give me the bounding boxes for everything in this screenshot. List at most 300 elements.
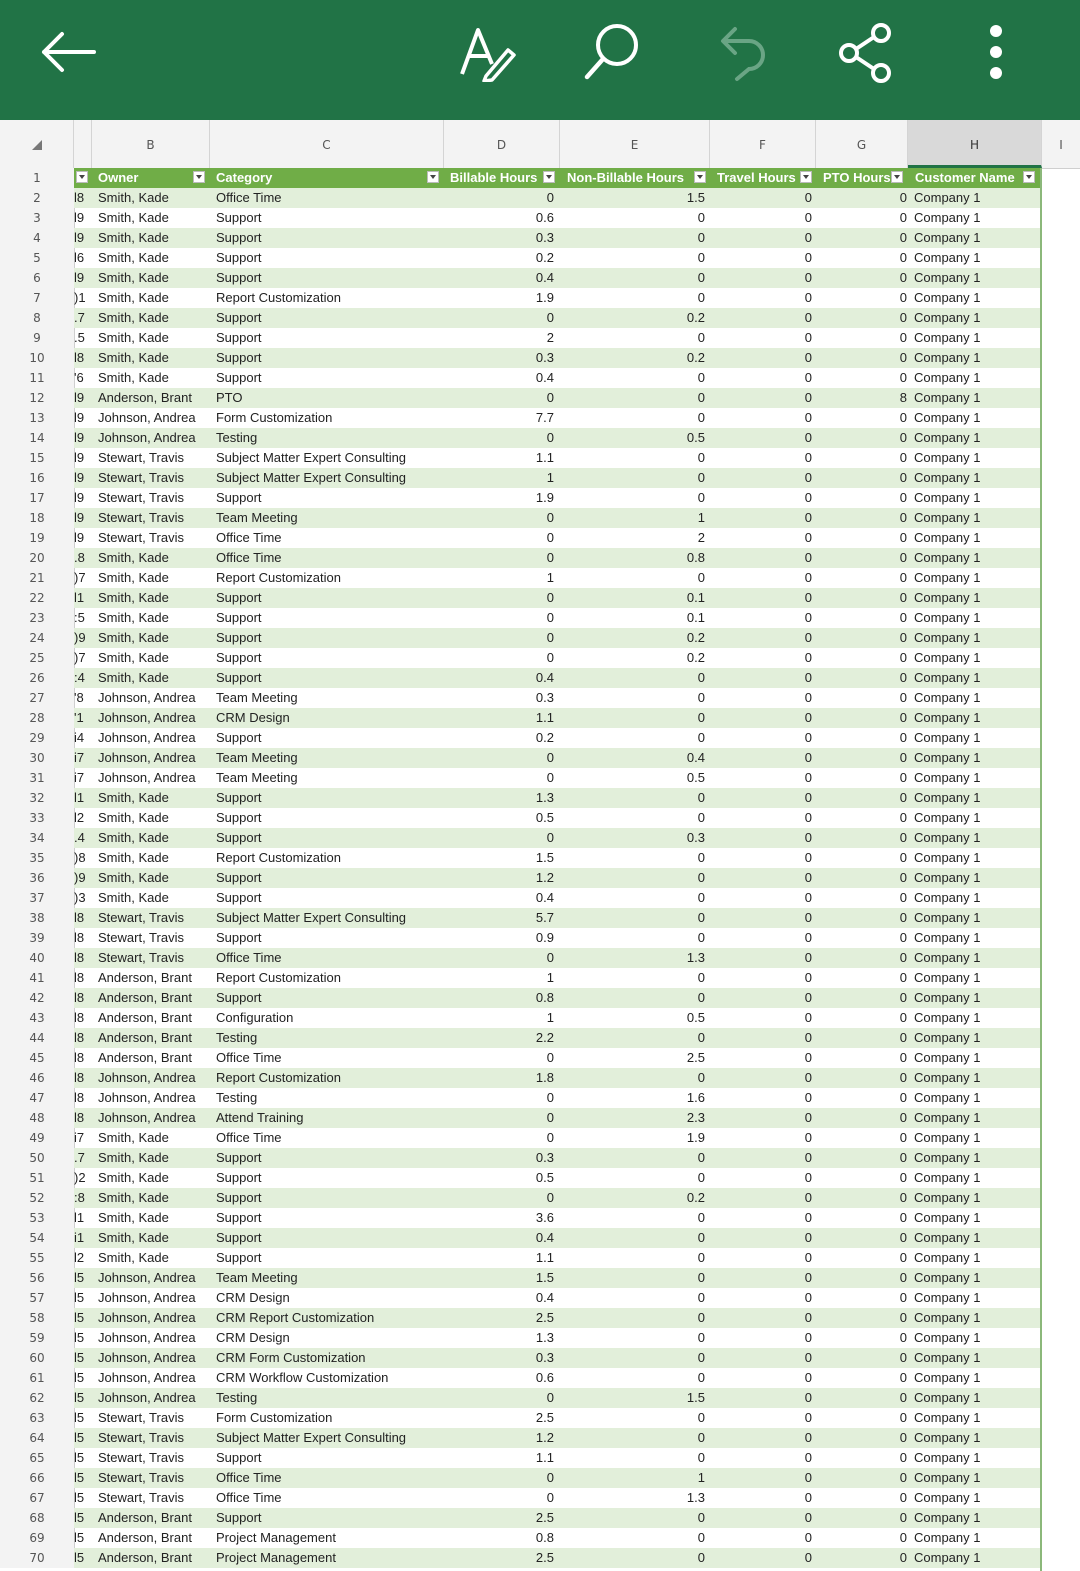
cell-category[interactable]: CRM Form Customization (216, 1350, 366, 1365)
cell-billable-hours[interactable]: 0.3 (535, 350, 554, 365)
cell-category[interactable]: Support (216, 610, 262, 625)
cell-owner[interactable]: Anderson, Brant (98, 1510, 192, 1525)
cell-pto-hours[interactable]: 0 (899, 1310, 907, 1325)
cell-owner[interactable]: Stewart, Travis (98, 1410, 184, 1425)
cell-id[interactable]: .8 (74, 550, 85, 565)
row-number[interactable]: 19 (29, 531, 45, 545)
cell-owner[interactable]: Smith, Kade (98, 670, 169, 685)
cell-owner[interactable]: Smith, Kade (98, 790, 169, 805)
cell-category[interactable]: Support (216, 870, 262, 885)
row-number[interactable]: 54 (29, 1231, 45, 1245)
cell-travel-hours[interactable]: 0 (804, 490, 812, 505)
cell-non-billable-hours[interactable]: 0 (697, 870, 705, 885)
cell-id[interactable]: l8 (74, 950, 85, 965)
cell-id[interactable]: )2 (74, 1170, 86, 1185)
cell-category[interactable]: Report Customization (216, 970, 341, 985)
cell-pto-hours[interactable]: 0 (899, 790, 907, 805)
cell-billable-hours[interactable]: 1.1 (535, 710, 554, 725)
cell-pto-hours[interactable]: 0 (899, 1110, 907, 1125)
cell-billable-hours[interactable]: 1.2 (535, 870, 554, 885)
cell-category[interactable]: Testing (216, 1090, 258, 1105)
cell-id[interactable]: i7 (74, 1130, 85, 1145)
cell-id[interactable]: '1 (74, 710, 84, 725)
cell-pto-hours[interactable]: 0 (899, 670, 907, 685)
cell-pto-hours[interactable]: 0 (899, 1190, 907, 1205)
cell-travel-hours[interactable]: 0 (804, 1450, 812, 1465)
cell-pto-hours[interactable]: 0 (899, 910, 907, 925)
cell-id[interactable]: .4 (74, 830, 85, 845)
cell-non-billable-hours[interactable]: 0.5 (686, 1010, 705, 1025)
cell-travel-hours[interactable]: 0 (804, 1410, 812, 1425)
cell-owner[interactable]: Smith, Kade (98, 630, 169, 645)
cell-owner[interactable]: Smith, Kade (98, 810, 169, 825)
filter-dropdown-icon[interactable] (427, 171, 439, 183)
cell-travel-hours[interactable]: 0 (804, 1550, 812, 1565)
cell-id[interactable]: l9 (74, 210, 85, 225)
cell-travel-hours[interactable]: 0 (804, 1490, 812, 1505)
cell-customer-name[interactable]: Company 1 (914, 450, 981, 465)
cell-id[interactable]: l5 (74, 1350, 85, 1365)
cell-non-billable-hours[interactable]: 1.6 (686, 1090, 705, 1105)
cell-owner[interactable]: Stewart, Travis (98, 950, 184, 965)
cell-non-billable-hours[interactable]: 0.1 (686, 590, 705, 605)
cell-billable-hours[interactable]: 0 (546, 390, 554, 405)
cell-billable-hours[interactable]: 0.6 (535, 1370, 554, 1385)
cell-id[interactable]: l9 (74, 270, 85, 285)
cell-customer-name[interactable]: Company 1 (914, 1430, 981, 1445)
cell-id[interactable]: i1 (74, 1230, 85, 1245)
cell-billable-hours[interactable]: 0 (546, 650, 554, 665)
cell-billable-hours[interactable]: 0 (546, 830, 554, 845)
cell-travel-hours[interactable]: 0 (804, 990, 812, 1005)
cell-billable-hours[interactable]: 7.7 (535, 410, 554, 425)
cell-travel-hours[interactable]: 0 (804, 190, 812, 205)
cell-customer-name[interactable]: Company 1 (914, 590, 981, 605)
cell-owner[interactable]: Johnson, Andrea (98, 1330, 196, 1345)
cell-travel-hours[interactable]: 0 (804, 890, 812, 905)
row-number[interactable]: 21 (29, 571, 45, 585)
cell-customer-name[interactable]: Company 1 (914, 1390, 981, 1405)
cell-customer-name[interactable]: Company 1 (914, 770, 981, 785)
cell-travel-hours[interactable]: 0 (804, 1010, 812, 1025)
cell-customer-name[interactable]: Company 1 (914, 910, 981, 925)
cell-customer-name[interactable]: Company 1 (914, 710, 981, 725)
cell-non-billable-hours[interactable]: 0.2 (686, 310, 705, 325)
cell-category[interactable]: Report Customization (216, 570, 341, 585)
cell-customer-name[interactable]: Company 1 (914, 290, 981, 305)
cell-id[interactable]: l9 (74, 430, 85, 445)
cell-pto-hours[interactable]: 0 (899, 970, 907, 985)
cell-non-billable-hours[interactable]: 0.5 (686, 770, 705, 785)
cell-non-billable-hours[interactable]: 1 (697, 1470, 705, 1485)
cell-billable-hours[interactable]: 0 (546, 610, 554, 625)
cell-category[interactable]: Support (216, 650, 262, 665)
cell-customer-name[interactable]: Company 1 (914, 1550, 981, 1565)
row-number[interactable]: 38 (29, 911, 45, 925)
cell-owner[interactable]: Johnson, Andrea (98, 1290, 196, 1305)
cell-id[interactable]: l8 (74, 1110, 85, 1125)
cell-owner[interactable]: Stewart, Travis (98, 1450, 184, 1465)
cell-customer-name[interactable]: Company 1 (914, 730, 981, 745)
row-number[interactable]: 66 (29, 1471, 45, 1485)
row-number[interactable]: 48 (29, 1111, 45, 1125)
cell-owner[interactable]: Anderson, Brant (98, 390, 192, 405)
cell-non-billable-hours[interactable]: 0 (697, 670, 705, 685)
row-number[interactable]: 49 (29, 1131, 45, 1145)
cell-customer-name[interactable]: Company 1 (914, 1190, 981, 1205)
cell-owner[interactable]: Johnson, Andrea (98, 430, 196, 445)
cell-pto-hours[interactable]: 0 (899, 1330, 907, 1345)
cell-billable-hours[interactable]: 0 (546, 310, 554, 325)
cell-category[interactable]: Office Time (216, 530, 282, 545)
cell-category[interactable]: Support (216, 1450, 262, 1465)
cell-category[interactable]: Support (216, 230, 262, 245)
cell-category[interactable]: Support (216, 1190, 262, 1205)
cell-customer-name[interactable]: Company 1 (914, 750, 981, 765)
cell-category[interactable]: CRM Workflow Customization (216, 1370, 389, 1385)
cell-non-billable-hours[interactable]: 0 (697, 370, 705, 385)
cell-owner[interactable]: Smith, Kade (98, 1150, 169, 1165)
cell-category[interactable]: Subject Matter Expert Consulting (216, 1430, 407, 1445)
cell-pto-hours[interactable]: 0 (899, 250, 907, 265)
row-number[interactable]: 23 (29, 611, 45, 625)
row-number[interactable]: 41 (29, 971, 45, 985)
cell-id[interactable]: )1 (74, 290, 86, 305)
cell-billable-hours[interactable]: 0.4 (535, 670, 554, 685)
cell-travel-hours[interactable]: 0 (804, 530, 812, 545)
cell-category[interactable]: Support (216, 590, 262, 605)
cell-id[interactable]: )9 (74, 870, 86, 885)
cell-owner[interactable]: Anderson, Brant (98, 990, 192, 1005)
cell-non-billable-hours[interactable]: 1.5 (686, 190, 705, 205)
cell-pto-hours[interactable]: 0 (899, 590, 907, 605)
cell-billable-hours[interactable]: 0 (546, 770, 554, 785)
cell-billable-hours[interactable]: 1.1 (535, 450, 554, 465)
cell-id[interactable]: l1 (74, 790, 85, 805)
cell-billable-hours[interactable]: 1.3 (535, 1330, 554, 1345)
cell-id[interactable]: .7 (74, 1150, 85, 1165)
cell-non-billable-hours[interactable]: 0 (697, 1370, 705, 1385)
row-number[interactable]: 27 (29, 691, 45, 705)
cell-pto-hours[interactable]: 0 (899, 210, 907, 225)
row-number[interactable]: 16 (29, 471, 45, 485)
cell-owner[interactable]: Johnson, Andrea (98, 1370, 196, 1385)
cell-travel-hours[interactable]: 0 (804, 1470, 812, 1485)
row-number[interactable]: 59 (29, 1331, 45, 1345)
filter-dropdown-icon[interactable] (891, 171, 903, 183)
cell-travel-hours[interactable]: 0 (804, 1290, 812, 1305)
cell-category[interactable]: Support (216, 1210, 262, 1225)
cell-category[interactable]: Office Time (216, 190, 282, 205)
cell-billable-hours[interactable]: 2.5 (535, 1310, 554, 1325)
row-number[interactable]: 63 (29, 1411, 45, 1425)
row-number[interactable]: 24 (29, 631, 45, 645)
cell-non-billable-hours[interactable]: 0 (697, 730, 705, 745)
cell-category[interactable]: Support (216, 350, 262, 365)
row-number[interactable]: 20 (29, 551, 45, 565)
cell-category[interactable]: Support (216, 630, 262, 645)
cell-category[interactable]: Testing (216, 430, 258, 445)
cell-id[interactable]: l9 (74, 530, 85, 545)
cell-pto-hours[interactable]: 0 (899, 650, 907, 665)
cell-non-billable-hours[interactable]: 0 (697, 210, 705, 225)
cell-non-billable-hours[interactable]: 0.2 (686, 1190, 705, 1205)
cell-customer-name[interactable]: Company 1 (914, 1290, 981, 1305)
cell-pto-hours[interactable]: 0 (899, 990, 907, 1005)
cell-customer-name[interactable]: Company 1 (914, 1210, 981, 1225)
cell-owner[interactable]: Smith, Kade (98, 290, 169, 305)
cell-category[interactable]: Office Time (216, 950, 282, 965)
cell-owner[interactable]: Johnson, Andrea (98, 1390, 196, 1405)
cell-category[interactable]: Support (216, 370, 262, 385)
cell-customer-name[interactable]: Company 1 (914, 430, 981, 445)
cell-pto-hours[interactable]: 0 (899, 230, 907, 245)
cell-owner[interactable]: Stewart, Travis (98, 930, 184, 945)
cell-pto-hours[interactable]: 0 (899, 1050, 907, 1065)
row-number[interactable]: 39 (29, 931, 45, 945)
cell-travel-hours[interactable]: 0 (804, 1250, 812, 1265)
cell-billable-hours[interactable]: 0.5 (535, 810, 554, 825)
cell-category[interactable]: Support (216, 830, 262, 845)
row-number[interactable]: 47 (29, 1091, 45, 1105)
cell-customer-name[interactable]: Company 1 (914, 1170, 981, 1185)
cell-travel-hours[interactable]: 0 (804, 1130, 812, 1145)
cell-customer-name[interactable]: Company 1 (914, 410, 981, 425)
cell-category[interactable]: Subject Matter Expert Consulting (216, 910, 407, 925)
cell-travel-hours[interactable]: 0 (804, 430, 812, 445)
cell-id[interactable]: l9 (74, 390, 85, 405)
cell-non-billable-hours[interactable]: 0 (697, 1550, 705, 1565)
cell-travel-hours[interactable]: 0 (804, 1510, 812, 1525)
select-all-triangle-icon[interactable] (32, 140, 42, 150)
cell-billable-hours[interactable]: 2.5 (535, 1550, 554, 1565)
cell-customer-name[interactable]: Company 1 (914, 1090, 981, 1105)
cell-owner[interactable]: Smith, Kade (98, 350, 169, 365)
cell-pto-hours[interactable]: 0 (899, 290, 907, 305)
cell-billable-hours[interactable]: 0 (546, 1090, 554, 1105)
cell-non-billable-hours[interactable]: 0 (697, 410, 705, 425)
cell-travel-hours[interactable]: 0 (804, 1230, 812, 1245)
cell-travel-hours[interactable]: 0 (804, 1390, 812, 1405)
filter-dropdown-icon[interactable] (800, 171, 812, 183)
cell-pto-hours[interactable]: 0 (899, 350, 907, 365)
cell-billable-hours[interactable]: 1.1 (535, 1250, 554, 1265)
cell-id[interactable]: l1 (74, 1210, 85, 1225)
row-number[interactable]: 35 (29, 851, 45, 865)
cell-billable-hours[interactable]: 0 (546, 530, 554, 545)
cell-billable-hours[interactable]: 0.9 (535, 930, 554, 945)
row-number[interactable]: 2 (33, 191, 41, 205)
cell-owner[interactable]: Anderson, Brant (98, 1530, 192, 1545)
row-number[interactable]: 68 (29, 1511, 45, 1525)
cell-category[interactable]: Support (216, 210, 262, 225)
cell-non-billable-hours[interactable]: 0 (697, 1210, 705, 1225)
cell-category[interactable]: Team Meeting (216, 1270, 298, 1285)
cell-owner[interactable]: Stewart, Travis (98, 1490, 184, 1505)
cell-travel-hours[interactable]: 0 (804, 1170, 812, 1185)
cell-customer-name[interactable]: Company 1 (914, 630, 981, 645)
cell-customer-name[interactable]: Company 1 (914, 810, 981, 825)
cell-pto-hours[interactable]: 0 (899, 1530, 907, 1545)
row-number[interactable]: 53 (29, 1211, 45, 1225)
cell-pto-hours[interactable]: 0 (899, 1390, 907, 1405)
cell-owner[interactable]: Smith, Kade (98, 650, 169, 665)
cell-billable-hours[interactable]: 5.7 (535, 910, 554, 925)
cell-id[interactable]: .5 (74, 330, 85, 345)
cell-travel-hours[interactable]: 0 (804, 1330, 812, 1345)
cell-billable-hours[interactable]: 2.5 (535, 1410, 554, 1425)
cell-travel-hours[interactable]: 0 (804, 570, 812, 585)
cell-non-billable-hours[interactable]: 0 (697, 570, 705, 585)
cell-pto-hours[interactable]: 0 (899, 270, 907, 285)
cell-id[interactable]: )3 (74, 890, 86, 905)
text-format-icon[interactable] (446, 16, 526, 88)
share-icon[interactable] (826, 16, 906, 88)
cell-billable-hours[interactable]: 0.3 (535, 690, 554, 705)
cell-non-billable-hours[interactable]: 0 (697, 850, 705, 865)
cell-id[interactable]: l9 (74, 490, 85, 505)
row-number[interactable]: 46 (29, 1071, 45, 1085)
row-number[interactable]: 6 (33, 271, 41, 285)
cell-id[interactable]: l8 (74, 1070, 85, 1085)
cell-category[interactable]: Subject Matter Expert Consulting (216, 470, 407, 485)
cell-owner[interactable]: Johnson, Andrea (98, 1110, 196, 1125)
cell-category[interactable]: Form Customization (216, 410, 333, 425)
cell-customer-name[interactable]: Company 1 (914, 1510, 981, 1525)
cell-owner[interactable]: Stewart, Travis (98, 530, 184, 545)
cell-owner[interactable]: Smith, Kade (98, 270, 169, 285)
row-number[interactable]: 4 (33, 231, 41, 245)
cell-category[interactable]: Office Time (216, 1490, 282, 1505)
cell-non-billable-hours[interactable]: 0 (697, 1410, 705, 1425)
cell-non-billable-hours[interactable]: 0.5 (686, 430, 705, 445)
cell-owner[interactable]: Smith, Kade (98, 610, 169, 625)
cell-customer-name[interactable]: Company 1 (914, 950, 981, 965)
cell-travel-hours[interactable]: 0 (804, 230, 812, 245)
cell-owner[interactable]: Smith, Kade (98, 190, 169, 205)
cell-category[interactable]: Support (216, 1150, 262, 1165)
cell-owner[interactable]: Smith, Kade (98, 1250, 169, 1265)
cell-customer-name[interactable]: Company 1 (914, 670, 981, 685)
cell-category[interactable]: Project Management (216, 1550, 336, 1565)
cell-non-billable-hours[interactable]: 0 (697, 1030, 705, 1045)
cell-customer-name[interactable]: Company 1 (914, 350, 981, 365)
cell-non-billable-hours[interactable]: 0 (697, 330, 705, 345)
cell-pto-hours[interactable]: 0 (899, 1030, 907, 1045)
cell-billable-hours[interactable]: 1 (546, 970, 554, 985)
cell-travel-hours[interactable]: 0 (804, 550, 812, 565)
cell-billable-hours[interactable]: 0.2 (535, 250, 554, 265)
cell-id[interactable]: l9 (74, 450, 85, 465)
cell-owner[interactable]: Johnson, Andrea (98, 1090, 196, 1105)
cell-non-billable-hours[interactable]: 0 (697, 1330, 705, 1345)
cell-pto-hours[interactable]: 0 (899, 710, 907, 725)
cell-customer-name[interactable]: Company 1 (914, 990, 981, 1005)
cell-owner[interactable]: Smith, Kade (98, 570, 169, 585)
cell-customer-name[interactable]: Company 1 (914, 570, 981, 585)
cell-category[interactable]: Form Customization (216, 1410, 333, 1425)
cell-travel-hours[interactable]: 0 (804, 1310, 812, 1325)
cell-customer-name[interactable]: Company 1 (914, 1310, 981, 1325)
column-header-i[interactable]: I (1059, 138, 1063, 152)
cell-owner[interactable]: Smith, Kade (98, 890, 169, 905)
cell-owner[interactable]: Smith, Kade (98, 1210, 169, 1225)
row-number[interactable]: 42 (29, 991, 45, 1005)
cell-travel-hours[interactable]: 0 (804, 1190, 812, 1205)
cell-category[interactable]: Support (216, 1250, 262, 1265)
cell-billable-hours[interactable]: 0.4 (535, 1290, 554, 1305)
cell-travel-hours[interactable]: 0 (804, 410, 812, 425)
cell-id[interactable]: l2 (74, 1250, 85, 1265)
row-number[interactable]: 17 (29, 491, 45, 505)
cell-owner[interactable]: Smith, Kade (98, 210, 169, 225)
cell-pto-hours[interactable]: 0 (899, 830, 907, 845)
cell-category[interactable]: Support (216, 890, 262, 905)
cell-non-billable-hours[interactable]: 0 (697, 1510, 705, 1525)
cell-owner[interactable]: Smith, Kade (98, 370, 169, 385)
cell-id[interactable]: l5 (74, 1430, 85, 1445)
cell-billable-hours[interactable]: 1 (546, 1010, 554, 1025)
cell-non-billable-hours[interactable]: 0 (697, 1230, 705, 1245)
cell-billable-hours[interactable]: 0.4 (535, 1230, 554, 1245)
cell-owner[interactable]: Smith, Kade (98, 1170, 169, 1185)
cell-owner[interactable]: Johnson, Andrea (98, 730, 196, 745)
cell-id[interactable]: l5 (74, 1530, 85, 1545)
row-number[interactable]: 28 (29, 711, 45, 725)
cell-travel-hours[interactable]: 0 (804, 1090, 812, 1105)
cell-travel-hours[interactable]: 0 (804, 850, 812, 865)
back-arrow-icon[interactable] (28, 16, 108, 88)
cell-pto-hours[interactable]: 0 (899, 1230, 907, 1245)
cell-owner[interactable]: Johnson, Andrea (98, 1350, 196, 1365)
cell-category[interactable]: Team Meeting (216, 750, 298, 765)
cell-pto-hours[interactable]: 0 (899, 950, 907, 965)
row-number[interactable]: 37 (29, 891, 45, 905)
cell-id[interactable]: l5 (74, 1330, 85, 1345)
cell-id[interactable]: :4 (74, 670, 85, 685)
column-header-c[interactable]: C (210, 120, 444, 168)
cell-customer-name[interactable]: Company 1 (914, 970, 981, 985)
cell-pto-hours[interactable]: 0 (899, 1510, 907, 1525)
cell-non-billable-hours[interactable]: 0 (697, 1170, 705, 1185)
cell-billable-hours[interactable]: 0.4 (535, 370, 554, 385)
cell-travel-hours[interactable]: 0 (804, 650, 812, 665)
cell-customer-name[interactable]: Company 1 (914, 930, 981, 945)
cell-travel-hours[interactable]: 0 (804, 830, 812, 845)
cell-non-billable-hours[interactable]: 0.4 (686, 750, 705, 765)
cell-customer-name[interactable]: Company 1 (914, 1230, 981, 1245)
cell-travel-hours[interactable]: 0 (804, 1030, 812, 1045)
cell-id[interactable]: '6 (74, 370, 84, 385)
cell-billable-hours[interactable]: 1.2 (535, 1430, 554, 1445)
cell-id[interactable]: l5 (74, 1410, 85, 1425)
cell-owner[interactable]: Smith, Kade (98, 230, 169, 245)
cell-billable-hours[interactable]: 0.4 (535, 270, 554, 285)
cell-pto-hours[interactable]: 0 (899, 810, 907, 825)
cell-owner[interactable]: Smith, Kade (98, 330, 169, 345)
cell-travel-hours[interactable]: 0 (804, 790, 812, 805)
cell-travel-hours[interactable]: 0 (804, 710, 812, 725)
cell-category[interactable]: Report Customization (216, 290, 341, 305)
cell-billable-hours[interactable]: 0 (546, 1490, 554, 1505)
cell-billable-hours[interactable]: 1.3 (535, 790, 554, 805)
cell-pto-hours[interactable]: 0 (899, 1170, 907, 1185)
cell-owner[interactable]: Smith, Kade (98, 550, 169, 565)
cell-owner[interactable]: Smith, Kade (98, 870, 169, 885)
cell-customer-name[interactable]: Company 1 (914, 870, 981, 885)
cell-non-billable-hours[interactable]: 0 (697, 710, 705, 725)
cell-non-billable-hours[interactable]: 0.2 (686, 630, 705, 645)
